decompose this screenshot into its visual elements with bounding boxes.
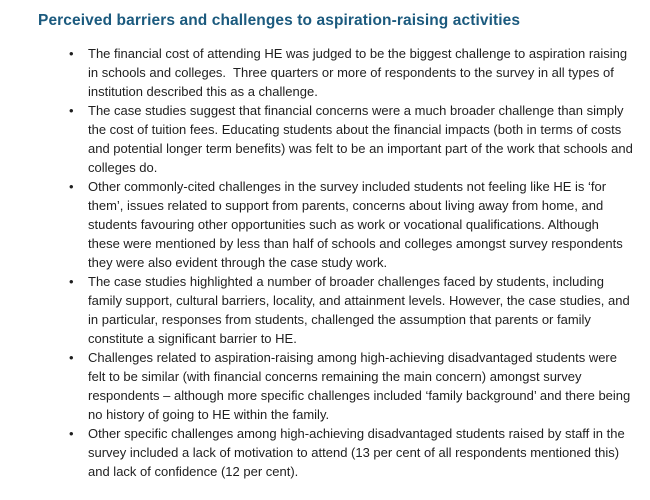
bullet-item: • The case studies suggest that financial concerns were a much broader challenge than simply the cost of tuition fees. Educating students about the financial impacts (both in terms of costs and potential longer term benefits) was felt to be an important part of the work that schools and colleges do. xyxy=(88,101,634,177)
bullet-item: • Other commonly-cited challenges in the survey included students not feeling like HE is ‘for them’, issues related to support from parents, concerns about living away from home, and students favouring other opportunities such as work or vocational qualifications. Although these were mentioned by less than half of schools and colleges amongst survey respondents they were also evident through the case study work. xyxy=(88,177,634,272)
bullet-item: • The case studies highlighted a number of broader challenges faced by students, including family support, cultural barriers, locality, and attainment levels. However, the case studies, and in particular, responses from students, challenged the assumption that parents or family constitute a significant barrier to HE. xyxy=(88,272,634,348)
bullet-item: • Challenges related to aspiration-raising among high-achieving disadvantaged students were felt to be similar (with financial concerns remaining the main concern) amongst survey respondents – although more specific challenges included ‘family background’ and there being no history of going to HE within the family. xyxy=(88,348,634,424)
bullet-list xyxy=(38,44,637,481)
page-title: Perceived barriers and challenges to aspiration-raising activities xyxy=(38,12,521,29)
bullet-item: • Other specific challenges among high-achieving disadvantaged students raised by staff in the survey included a lack of motivation to attend (13 per cent of all respondents mentioned this) and lack of confidence (12 per cent). xyxy=(88,424,634,481)
bullet-item: • The financial cost of attending HE was judged to be the biggest challenge to aspiration raising in schools and colleges. Three quarters or more of respondents to the survey in all types of institution described this as a challenge. xyxy=(88,44,634,101)
